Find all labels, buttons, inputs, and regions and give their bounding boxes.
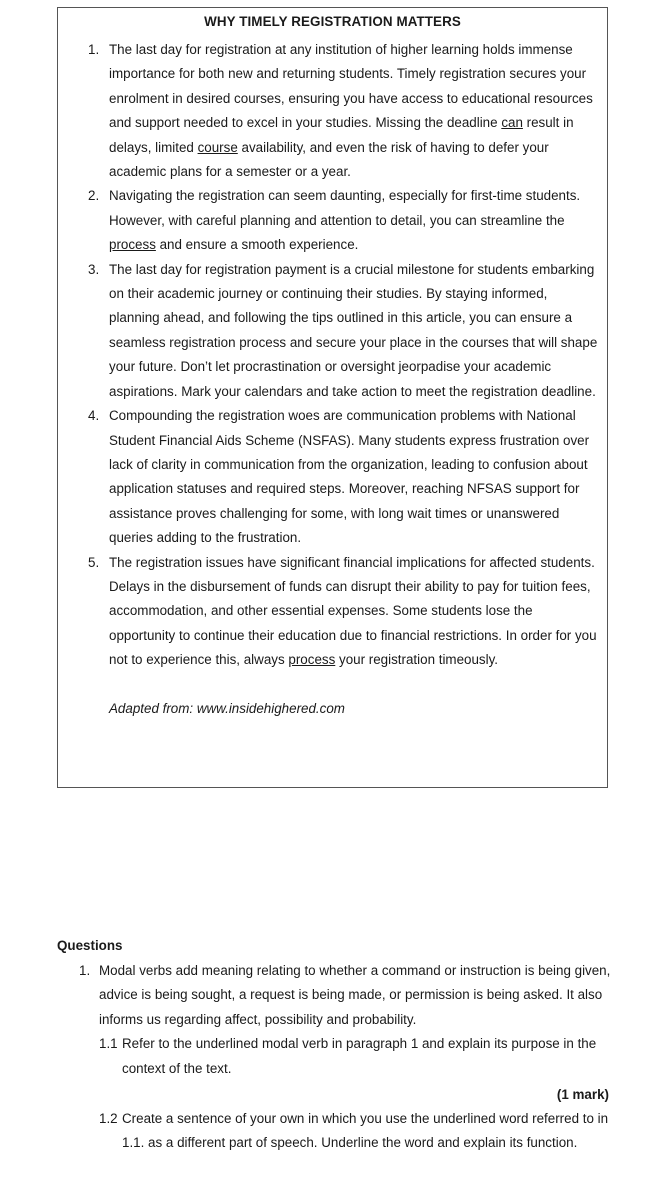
paragraph-number: 1.: [88, 42, 100, 57]
paragraph-list: [58, 38, 607, 673]
questions-section: [57, 935, 617, 1156]
paragraph-text: availability, and even the risk of having to defer your academic plans for a semester or a year.: [109, 139, 549, 180]
sub-question-number: 1.1: [99, 1036, 118, 1052]
question-list: [57, 959, 617, 1156]
paragraph-text: Navigating the registration can seem daunting, especially for first-time students. However, with careful planning and attention to detail, you can streamline the: [109, 188, 581, 228]
sub-question-1-2: [57, 1107, 617, 1156]
passage-box: [57, 7, 608, 788]
paragraph-number: 5.: [88, 554, 100, 570]
paragraph-4: [58, 404, 607, 550]
sub-question-1-1: [57, 1032, 617, 1081]
paragraph-number: 3.: [88, 261, 100, 277]
sub-question-number: 1.2: [99, 1111, 118, 1127]
paragraph-text: Compounding the registration woes are communication problems with National Student Financial Aids Scheme (NSFAS). Many students express frustration over lack of clarity in communication from the organization, leading to confusion about application statuses and required steps. Moreover, reaching NFSAS support for assistance proves challenging for some, with long wait times or unanswered queries adding to the frustration.: [109, 408, 590, 546]
underlined-word: course: [197, 139, 238, 155]
paragraph-number: 2.: [88, 188, 100, 204]
question-text: Modal verbs add meaning relating to whether a command or instruction is being given, advice is being sought, a request is being made, or permission is being asked. It also informs us regarding affect, possibility and probability.: [99, 963, 611, 1027]
paragraph-5: [58, 551, 607, 673]
passage-title: WHY TIMELY REGISTRATION MATTERS: [204, 14, 461, 29]
sub-question-text: Create a sentence of your own in which you use the underlined word referred to in 1.1. as a different part of speech. Underline the word and explain its function.: [122, 1111, 609, 1151]
paragraph-number: 4.: [88, 408, 100, 424]
paragraph-3: [58, 258, 607, 404]
paragraph-text: your registration timeously.: [335, 652, 499, 668]
paragraph-text: The last day for registration payment is a crucial milestone for students embarking on their academic journey or continuing their studies. By staying informed, planning ahead, and following the tips outlined in this article, you can ensure a seamless registration process and secure your place in the courses that will shape your future. Don’t let procrastination or oversight jeorpadise your academic aspirations. Mark your calendars and take action to meet the registration deadline.: [109, 261, 598, 399]
questions-heading: Questions: [57, 938, 123, 953]
question-number: 1.: [79, 963, 91, 978]
underlined-word: process: [288, 652, 336, 668]
paragraph-text: result in delays, limited: [109, 115, 574, 155]
question-item: [57, 959, 617, 1032]
paragraph-2: [58, 184, 607, 257]
source-credit: Adapted from: www.insidehighered.com: [109, 700, 345, 716]
paragraph-1: [58, 38, 607, 184]
underlined-word: process: [109, 237, 156, 253]
paragraph-text: and ensure a smooth experience.: [155, 237, 359, 253]
paragraph-text: The registration issues have significant financial implications for affected students. Delays in the disbursement of funds can disrupt their ability to pay for tuition fees, accommodation, and other essential expenses. Some students lose the opportunity to continue their education due to financial restrictions. In order for you not to experience this, always: [109, 554, 597, 668]
paragraph-text: The last day for registration at any institution of higher learning holds immense importance for both new and returning students. Timely registration secures your enrolment in desired courses, ensuring you have access to educational resources and support needed to excel in your studies. Missing the deadline: [109, 42, 593, 131]
underlined-word: can: [501, 115, 523, 131]
sub-question-text: Refer to the underlined modal verb in paragraph 1 and explain its purpose in the context of the text.: [122, 1036, 597, 1076]
marks-label: (1 mark): [556, 1087, 609, 1103]
